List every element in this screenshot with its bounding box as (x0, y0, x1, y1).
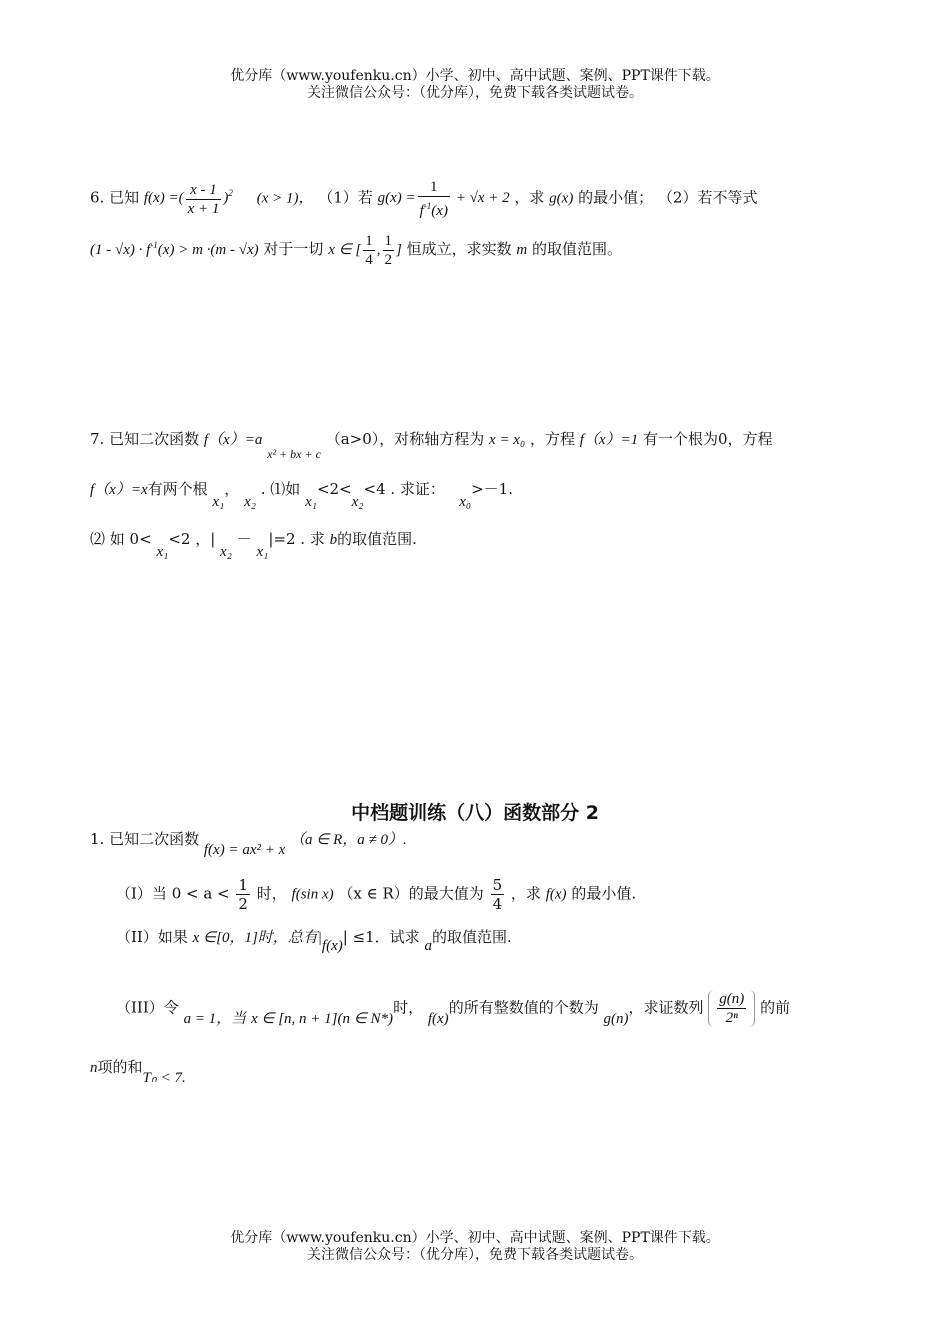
q7-minus: － (236, 530, 252, 548)
q7-comma: ， (224, 480, 240, 498)
q7-text-a: 已知二次函数 (109, 430, 200, 448)
p1-sub2-b: | ≤1．试求 (342, 928, 420, 946)
p1-sub1-d: ，求 (510, 884, 541, 903)
q7-text-two-roots: 有两个根 (147, 480, 208, 498)
p1-line-last (90, 1056, 186, 1086)
p1-sub2-dom: x ∈[0，1]时，总有| (192, 930, 322, 946)
section-title: 中档题训练（八）函数部分 2 (351, 802, 599, 824)
p1-sub3-sequence (708, 990, 755, 1027)
q7-text-b: ，方程 (529, 430, 575, 448)
q7-x1: x₁ (212, 494, 225, 510)
q7-line-3 (90, 528, 417, 560)
p1-sub1-c: （x ∈ R）的最大值为 (338, 884, 484, 903)
q7-line-2 (90, 478, 513, 510)
p1-sub3-a1: a = 1，当 (183, 1010, 247, 1027)
p1-sub2-c: 的取值范围. (431, 928, 512, 946)
p1-line-f: 项的和 (97, 1058, 143, 1076)
p1-sub1-e: 的最小值. (571, 884, 637, 903)
q7-ineq-2: <4 . 求证： (363, 480, 445, 498)
p1-sub1-frac (236, 876, 250, 913)
q6-cond: (x > 1)， (256, 190, 314, 207)
p1-sub2-a-var: a (424, 938, 432, 954)
q6-text-e: 恒成立，求实数 (406, 239, 512, 258)
q7-part2-a: ⑵ 如 0< (90, 530, 152, 548)
p1-sub3 (116, 990, 790, 1027)
q7-part2-c: |=2 . 求 (268, 530, 325, 548)
q7-part1: . ⑴如 (260, 480, 301, 498)
q7-number: 7. (90, 430, 105, 448)
q7-ineq-1: <2< (316, 480, 352, 498)
q7-text-c: 有一个根为0，方程 (643, 430, 773, 448)
p1-number: 1. (90, 830, 105, 848)
header-line-1: 优分库（www.youfenku.cn）小学、初中、高中试题、案例、PPT课件下载。 (230, 68, 720, 84)
p1-sub3-a: （III）令 (116, 998, 179, 1017)
q6-gx-def: g(x) = $\frac{1}{f^{-1}(x)}$ + √x + 2 (377, 179, 510, 219)
p1-func: f(x) = ax² + x (203, 842, 286, 858)
q7-x2-c: x₂ (220, 544, 232, 560)
q6-fx-def: f(x) =( $\frac{x - 1}{x + 1}$ )$^2$ (143, 181, 233, 217)
q7-f-label: f（x）= (203, 432, 255, 448)
q7-f-eq: f（x）=1 (579, 432, 639, 448)
p1-sub2-abs: f(x) (321, 938, 343, 954)
q6-gx: g(x) (549, 190, 574, 207)
footer-line-2: 关注微信公众号：（优分库），免费下载各类试题试卷。 (307, 1247, 643, 1263)
p1-sub2 (116, 926, 512, 954)
q6-text-f: 的取值范围。 (532, 239, 623, 258)
p1-sub1-max-num: 5 (492, 876, 503, 894)
q6-text-a: 已知 (109, 188, 140, 207)
q7-cond: （a>0），对称轴方程为 (325, 430, 485, 448)
p1-sub3-b: 时， (393, 998, 424, 1017)
p1-cond: （a ∈ R，a ≠ 0）. (290, 832, 407, 848)
q7-result: >－1. (471, 480, 513, 498)
p1-sub1-a: （Ⅰ）当 0 < a < (116, 884, 230, 903)
q7-quadratic: x² + bx + c (267, 447, 321, 461)
p1-sub1-frac-num: 1 (238, 876, 248, 894)
p1-sub1-b: 时， (256, 884, 287, 903)
p1-sub1 (116, 876, 636, 913)
q6-line-1 (90, 178, 757, 220)
q6-inequality: $(1 - √x) \cdot f^{-1}(x) > m \cdot(m - √x)$ (90, 239, 259, 258)
q7-f-eq-x: f（x）=x (90, 482, 148, 498)
q7-x1-c: x₁ (156, 544, 169, 560)
q6-interval: x ∈ [ $\frac{1}{4}$ , $\frac{1}{2}$ ] (328, 233, 402, 268)
p1-n: n (90, 1060, 98, 1076)
p1-sub1-frac-den: 2 (238, 895, 248, 913)
q7-x2: x₂ (244, 494, 256, 510)
q7-part2-b: <2 ，| (168, 530, 216, 548)
q6-part1: （1）若 (318, 188, 373, 207)
q7-b: b (329, 532, 338, 548)
p1-seq-den: 2ⁿ (725, 1010, 738, 1026)
p1-tn: Tₙ < 7. (142, 1070, 186, 1086)
p1-sub3-fx: f(x) (427, 1010, 449, 1027)
p1-sub3-gn: g(n) (603, 1010, 629, 1027)
q7-x2-b: x₂ (351, 494, 364, 510)
q6-text-c: 的最小值； (578, 188, 654, 207)
q7-part2-d: 的取值范围. (337, 530, 417, 548)
p1-text-a: 已知二次函数 (109, 830, 200, 848)
page-footer (0, 1230, 950, 1264)
q7-line-1 (90, 428, 773, 461)
p1-sub3-dom: x ∈ [n, n + 1](n ∈ N*) (250, 1010, 394, 1027)
footer-line-1: 优分库（www.youfenku.cn）小学、初中、高中试题、案例、PPT课件下载。 (230, 1230, 720, 1246)
q6-number: 6. (90, 188, 105, 207)
p1-seq-num: g(n) (719, 991, 745, 1007)
p1-sub3-e: 的前 (760, 998, 791, 1017)
p1-sub3-c: 的所有整数值的个数为 (448, 998, 599, 1017)
p1-sub1-max (491, 876, 505, 913)
q7-x0: x₀ (459, 494, 472, 510)
p1-line-1 (90, 828, 407, 858)
q7-axis: x = x₀ (489, 432, 526, 448)
q6-m: m (516, 241, 528, 258)
q6-part2: （2）若不等式 (657, 188, 758, 207)
q7-x1-b: x₁ (305, 494, 317, 510)
p1-sub2-a: （II）如果 (116, 928, 188, 946)
q6-line-2 (90, 232, 622, 269)
page-header (0, 68, 950, 102)
p1-sub1-max-den: 4 (492, 895, 503, 913)
p1-sub1-fx: f(x) (545, 886, 567, 903)
p1-sub3-d: ，求证数列 (628, 998, 704, 1017)
q7-a: a (254, 432, 263, 448)
q7-x1-d: x₁ (256, 544, 269, 560)
p1-sub1-fsin: f(sin x) (291, 886, 334, 903)
q6-text-b: ，求 (514, 188, 545, 207)
q6-text-d: 对于一切 (263, 239, 324, 258)
header-line-2: 关注微信公众号：（优分库），免费下载各类试题试卷。 (307, 85, 643, 101)
